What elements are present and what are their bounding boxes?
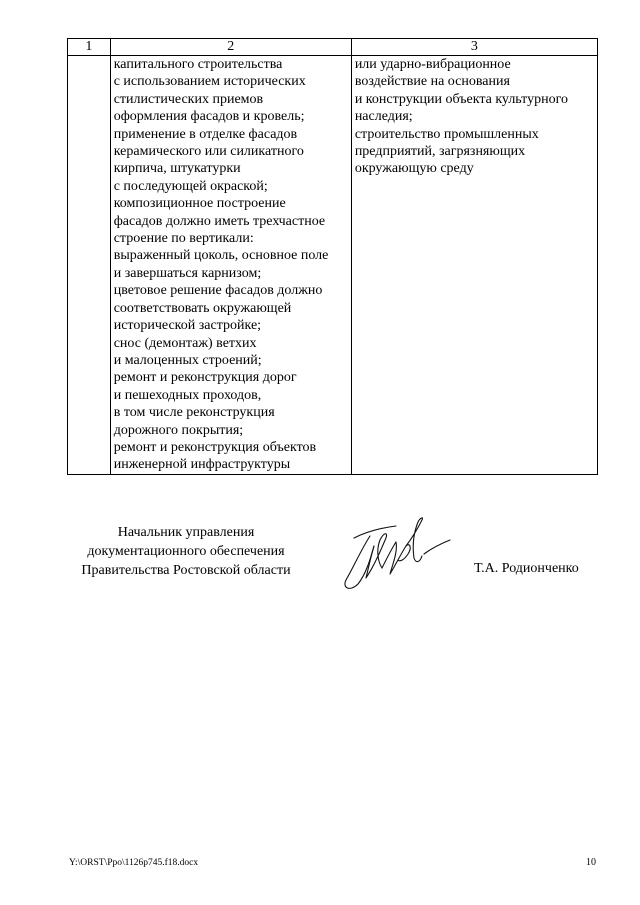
- cell-line: строительство промышленных: [354, 126, 539, 142]
- cell-line: оформления фасадов и кровель;: [113, 109, 305, 125]
- handwritten-signature: [340, 508, 460, 600]
- cell-line: применение в отделке фасадов: [113, 126, 298, 142]
- cell-line: воздействие на основания: [354, 74, 510, 90]
- cell-line: цветовое решение фасадов должно: [113, 283, 323, 299]
- footer-page-number: 10: [586, 857, 596, 868]
- cell-line: наследия;: [354, 109, 413, 125]
- cell-line: фасадов должно иметь трехчастное: [113, 213, 326, 229]
- cell-line: дорожного покрытия;: [113, 422, 244, 438]
- cell-line: композиционное построение: [113, 196, 286, 212]
- table-header-row: [68, 39, 598, 56]
- cell-line: кирпича, штукатурки: [113, 161, 241, 177]
- cell-line: или ударно-вибрационное: [354, 57, 511, 72]
- cell-line: инженерной инфраструктуры: [113, 457, 291, 473]
- cell-line: строение по вертикали:: [113, 231, 254, 247]
- table-cell-col-1: [68, 56, 111, 475]
- table-cell-col-3: [351, 56, 597, 475]
- cell-line: предприятий, загрязняющих: [354, 144, 526, 160]
- cell-line: соответствовать окружающей: [113, 300, 292, 316]
- cell-line: капитального строительства: [113, 57, 283, 72]
- cell-line: и конструкции объекта культурного: [354, 91, 568, 107]
- signatory-name: Т.А. Родионченко: [474, 561, 579, 576]
- footer-file-path: Y:\ORST\Ppo\1126p745.f18.docx: [69, 858, 199, 868]
- cell-line: ремонт и реконструкция объектов: [113, 439, 317, 455]
- cell-line: в том числе реконструкция: [113, 405, 275, 421]
- signatory-position-line: Начальник управления: [117, 525, 255, 540]
- cell-line: снос (демонтаж) ветхих: [113, 335, 257, 351]
- table-header-col-1: 1: [68, 39, 111, 56]
- cell-line: выраженный цоколь, основное поле: [113, 248, 329, 264]
- cell-line: исторической застройке;: [113, 318, 262, 334]
- cell-line: окружающую среду: [354, 161, 474, 177]
- table-row: [68, 56, 598, 475]
- signatory-position: [70, 523, 302, 580]
- signatory-position-line: Правительства Ростовской области: [81, 563, 291, 578]
- cell-line: керамического или силикатного: [113, 144, 304, 160]
- table-header-col-3: 3: [351, 39, 597, 56]
- cell-line: и завершаться карнизом;: [113, 265, 262, 281]
- document-table: [67, 38, 598, 475]
- cell-line: ремонт и реконструкция дорог: [113, 370, 297, 386]
- cell-line: и малоценных строений;: [113, 352, 262, 368]
- cell-line: стилистических приемов: [113, 91, 264, 107]
- table-header-col-2: 2: [110, 39, 351, 56]
- signatory-position-line: документационного обеспечения: [87, 544, 285, 559]
- cell-line: с последующей окраской;: [113, 178, 268, 194]
- table-cell-col-2: [110, 56, 351, 475]
- cell-line: с использованием исторических: [113, 74, 306, 90]
- cell-line: и пешеходных проходов,: [113, 387, 262, 403]
